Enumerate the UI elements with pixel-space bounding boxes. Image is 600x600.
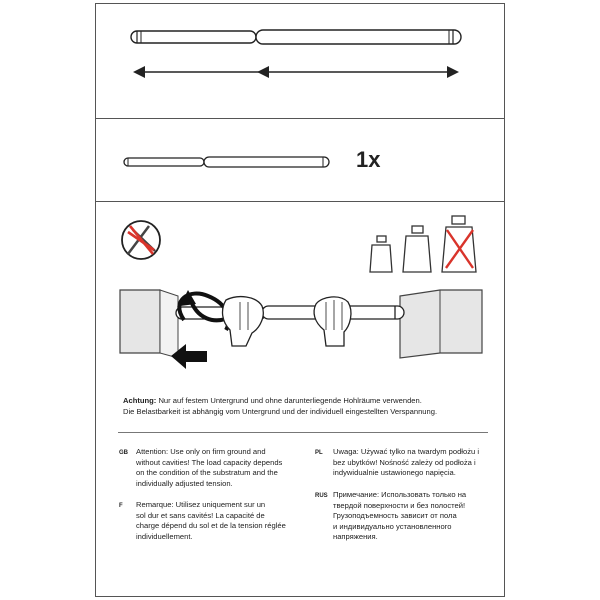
quantity-label: 1x (356, 147, 381, 172)
warning-de (123, 395, 493, 417)
section-divider (95, 201, 505, 202)
text-line: individually adjusted tension. (136, 478, 233, 488)
lang-code-gb: GB (119, 450, 128, 456)
warning-title: Achtung: (123, 396, 157, 405)
translation-f (136, 500, 286, 542)
text-line: charge dépend du sol et de la tension réglée (136, 521, 286, 530)
text-line: sol dur et sans cavités! La capacité de (136, 510, 265, 520)
text-line: Attention: Use only on firm ground and (136, 447, 266, 456)
text-line: indywidualnie ustawionego napięcia. (333, 468, 456, 477)
text-line: напряжения. (333, 532, 378, 541)
text-line: without cavities! The load capacity depends (136, 457, 283, 467)
text-line: Примечание: Использовать только на (333, 490, 467, 499)
section-rule (118, 432, 488, 433)
text-line: individuellement. (136, 531, 193, 541)
text-line: Uwaga: Używać tylko na twardym podłożu i (333, 447, 480, 456)
warning-line-2: Die Belastbarkeit ist abhängig vom Untergrund und der individuell eingestellten Verspannung. (123, 407, 438, 416)
text-line: и индивидуально установленного (333, 521, 452, 531)
warning-line-1: Nur auf festem Untergrund und ohne darunterliegende Hohlräume verwenden. (156, 396, 422, 405)
lang-code-pl: PL (315, 450, 323, 456)
section-divider (95, 118, 505, 119)
lang-code-f: F (119, 503, 123, 509)
lang-code-rus: RUS (315, 493, 328, 499)
text-line: твердой поверхности и без полостей! (333, 500, 466, 510)
translation-rus (333, 490, 466, 543)
text-line: bez ubytków! Nośność zależy od podłoża i (333, 457, 476, 467)
text-line: on the condition of the substratum and the (136, 468, 278, 477)
text-line: Remarque: Utilisez uniquement sur un (136, 500, 266, 509)
translation-gb (136, 447, 282, 489)
text-line: Грузоподъемность зависит от пола (333, 511, 457, 520)
translation-pl (333, 447, 479, 479)
